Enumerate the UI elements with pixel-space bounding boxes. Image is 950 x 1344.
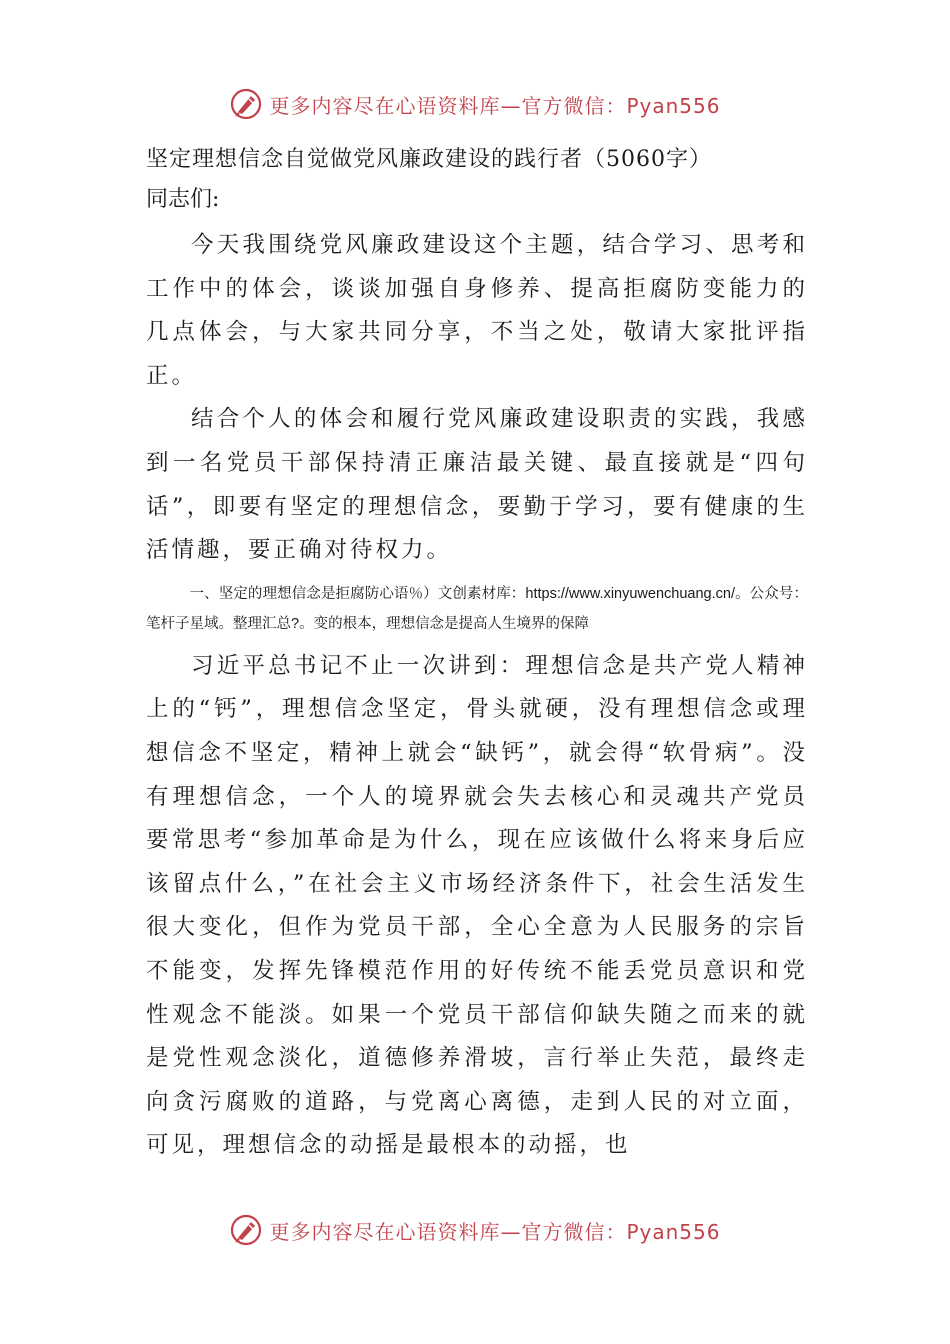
header-watermark-text: 更多内容尽在心语资料库—官方微信：Pyan556 — [269, 93, 721, 118]
paragraph-ideals: 习近平总书记不止一次讲到：理想信念是共产党人精神上的“钙”，理想信念坚定，骨头就硬，没有理想信念或理想信念不坚定，精神上就会“缺钙”，就会得“软骨病”。没有理想信念，一个人的境界就会失去核心和灵魂共产党员要常思考“参加革命是为什么，现在应该做什么将来身后应该留点什么，”在社会主义市场经济条件下，社会生活发生很大变化，但作为党员干部，全心全意为人民服务的宗旨不能变，发挥先锋模范作用的好传统不能丢党员意识和党性观念不能淡。如果一个党员干部信仰缺失随之而来的就是党性观念淡化，道德修养滑坡，言行举止失范，最终走向贪污腐败的道路，与党离心离德，走到人民的对立面，可见，理想信念的动摇是最根本的动摇，也 — [146, 652, 808, 1159]
footer-watermark-text: 更多内容尽在心语资料库—官方微信：Pyan556 — [269, 1219, 721, 1244]
paragraph-four-points: 结合个人的体会和履行党风廉政建设职责的实践，我感到一名党员干部保持清正廉洁最关键、最直接就是“四句话”，即要有坚定的理想信念，要勤于学习，要有健康的生活情趣，要正确对待权力。 — [146, 406, 808, 564]
pen-nib-logo-icon — [229, 87, 263, 121]
paragraph-intro: 今天我围绕党风廉政建设这个主题，结合学习、思考和工作中的体会，谈谈加强自身修养、提高拒腐防变能力的几点体会，与大家共同分享，不当之处，敬请大家批评指正。 — [146, 232, 808, 389]
footer-watermark-banner — [0, 1210, 950, 1250]
greeting: 同志们: — [146, 187, 220, 212]
document-title: 坚定理想信念自觉做党风廉政建设的践行者（5060字） — [146, 147, 712, 172]
pen-nib-logo-icon — [229, 1213, 263, 1247]
header-watermark-banner — [0, 84, 950, 124]
document-body — [146, 140, 808, 1168]
section-heading-1: 一、坚定的理想信念是拒腐防心语％）文创素材库：https://www.xinyuwenchuang.cn/。公众号：笔杆子星域。整理汇总?。变的根本，理想信念是提高人生境界的保障 — [146, 585, 808, 632]
